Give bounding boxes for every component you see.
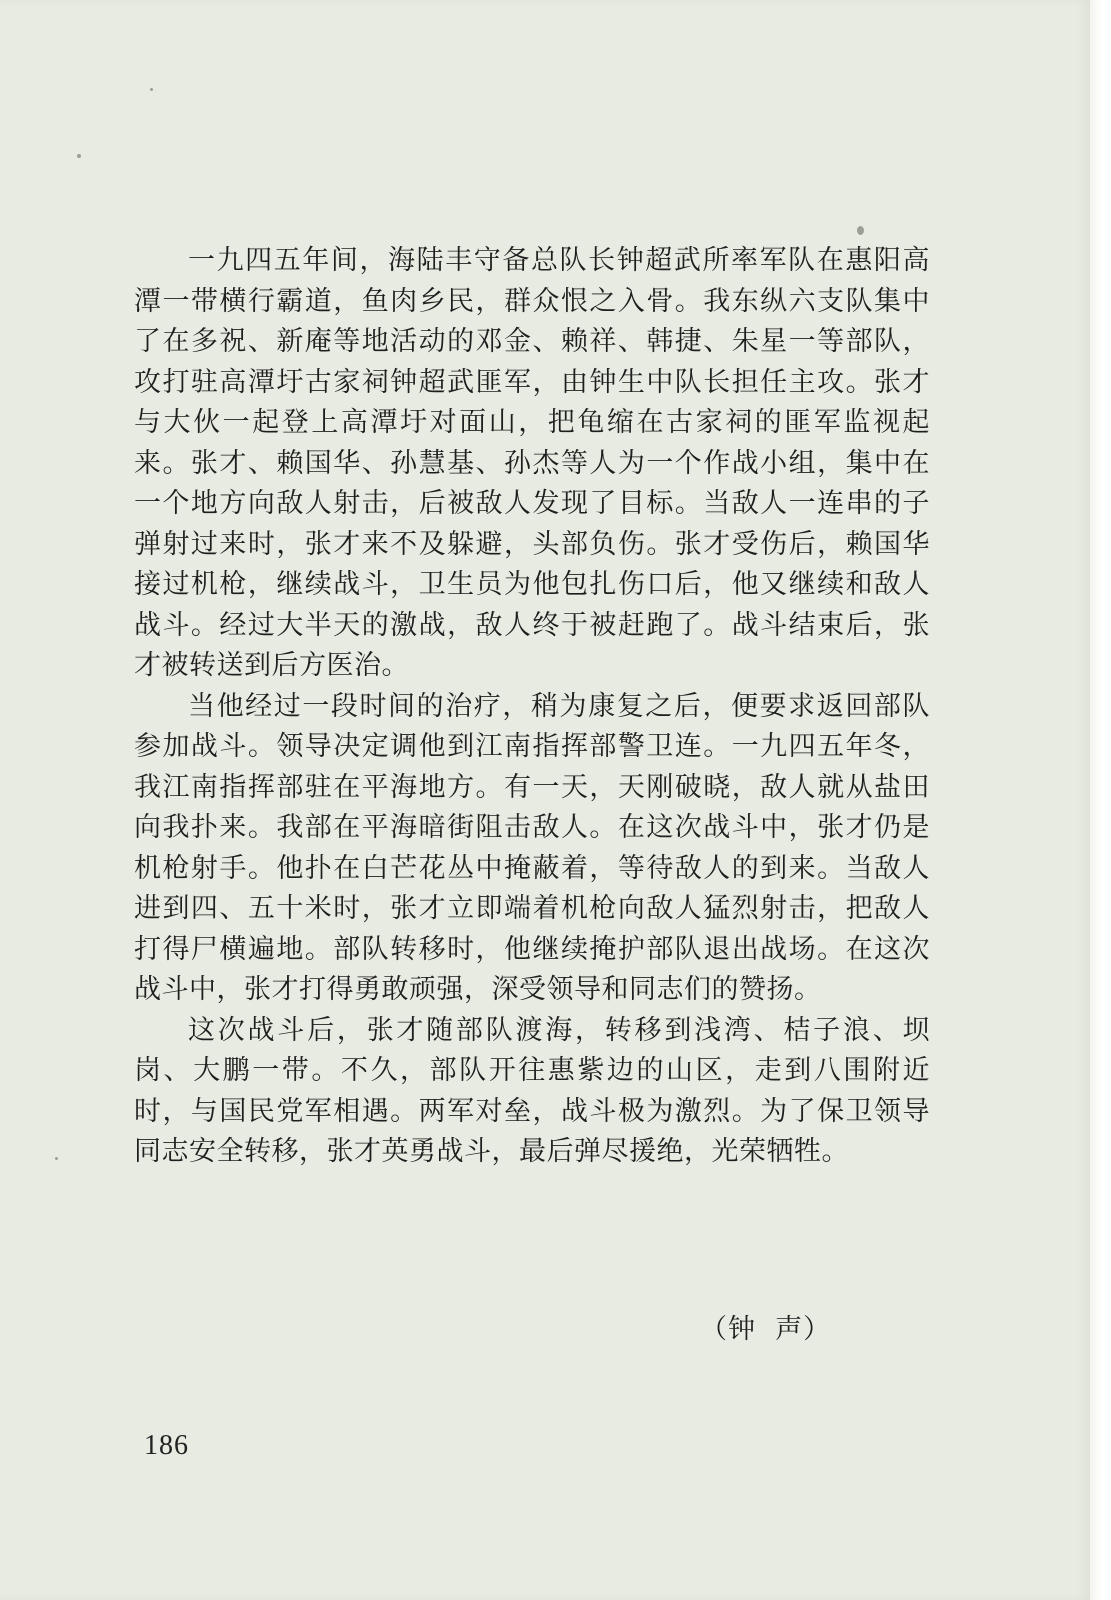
paper-speck: [150, 88, 153, 91]
page-edge: [1090, 0, 1111, 1600]
paper-speck: [857, 226, 864, 235]
page-number: 186: [144, 1430, 189, 1461]
paragraph-1: 一九四五年间，海陆丰守备总队长钟超武所率军队在惠阳高潭一带横行霸道，鱼肉乡民，群众恨之入骨。我东纵六支队集中了在多祝、新庵等地活动的邓金、赖祥、韩捷、朱星一等部队，攻打驻高潭圩古家祠钟超武匪军，由钟生中队长担任主攻。张才与大伙一起登上高潭圩对面山，把龟缩在古家祠的匪军监视起来。张才、赖国华、孙慧基、孙杰等人为一个作战小组，集中在一个地方向敌人射击，后被敌人发现了目标。当敌人一连串的子弹射过来时，张才来不及躲避，头部负伤。张才受伤后，赖国华接过机枪，继续战斗，卫生员为他包扎伤口后，他又继续和敌人战斗。经过大半天的激战，敌人终于被赶跑了。战斗结束后，张才被转送到后方医治。: [134, 245, 930, 681]
paragraph-3: 这次战斗后，张才随部队渡海，转移到浅湾、桔子浪、坝岗、大鹏一带。不久，部队开往惠紫边的山区，走到八围附近时，与国民党军相遇。两军对垒，战斗极为激烈。为了保卫领导同志安全转移，张才英勇战斗，最后弹尽援绝，光荣牺牲。: [134, 1014, 930, 1167]
paper-speck: [55, 1157, 58, 1160]
paragraph-2: 当他经过一段时间的治疗，稍为康复之后，便要求返回部队参加战斗。领导决定调他到江南指挥部警卫连。一九四五年冬，我江南指挥部驻在平海地方。有一天，天刚破晓，敌人就从盐田向我扑来。我部在平海暗街阻击敌人。在这次战斗中，张才仍是机枪射手。他扑在白芒花丛中掩蔽着，等待敌人的到来。当敌人进到四、五十米时，张才立即端着机枪向敌人猛烈射击，把敌人打得尸横遍地。部队转移时，他继续掩护部队退出战场。在这次战斗中，张才打得勇敢顽强，深受领导和同志们的赞扬。: [134, 690, 930, 1005]
body-text: [134, 241, 930, 1173]
author-signature: （钟 声）: [700, 1314, 832, 1345]
paper-speck: [77, 154, 81, 158]
